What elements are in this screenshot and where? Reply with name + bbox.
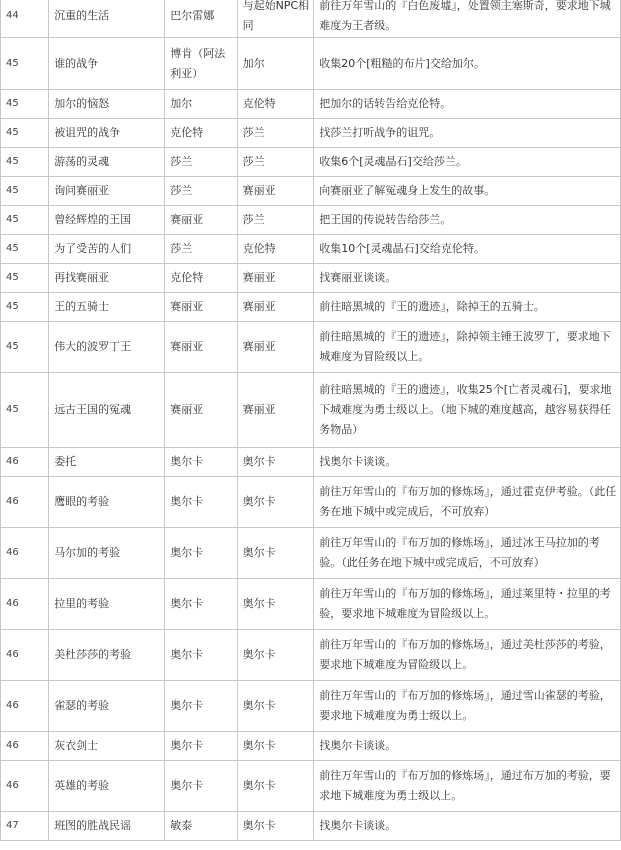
quest-name-cell: 拉里的考验 xyxy=(49,579,165,630)
quest-description-cell: 前往暗黑城的『王的遗迹』，除掉领主锤王波罗丁，要求地下城难度为冒险级以上。 xyxy=(314,322,621,373)
end-npc-cell: 奥尔卡 xyxy=(237,732,314,761)
end-npc-cell: 赛丽亚 xyxy=(237,177,314,206)
quest-description-cell: 收集20个[粗糙的布片]交给加尔。 xyxy=(314,38,621,90)
table-row xyxy=(1,579,621,630)
start-npc-cell: 奥尔卡 xyxy=(165,732,237,761)
quest-level-cell: 46 xyxy=(1,732,49,761)
quest-level-cell: 45 xyxy=(1,322,49,373)
quest-description-cell: 找奥尔卡谈谈。 xyxy=(314,448,621,477)
end-npc-cell: 莎兰 xyxy=(237,206,314,235)
end-npc-cell: 奥尔卡 xyxy=(237,630,314,681)
quest-name-cell: 马尔加的考验 xyxy=(49,528,165,579)
quest-level-cell: 46 xyxy=(1,630,49,681)
end-npc-cell: 赛丽亚 xyxy=(237,322,314,373)
table-row xyxy=(1,322,621,373)
table-row xyxy=(1,812,621,841)
quest-level-cell: 46 xyxy=(1,477,49,528)
table-row xyxy=(1,528,621,579)
quest-name-cell: 再找赛丽亚 xyxy=(49,264,165,293)
quest-description-cell: 前往万年雪山的『布万加的修炼场』，通过霍克伊考验。（此任务在地下城中或完成后，不可放弃） xyxy=(314,477,621,528)
quest-description-cell: 前往万年雪山的『布万加的修炼场』，通过冰王马拉加的考验。（此任务在地下城中或完成后，不可放弃） xyxy=(314,528,621,579)
start-npc-cell: 奥尔卡 xyxy=(165,448,237,477)
quest-name-cell: 加尔的恼怒 xyxy=(49,90,165,119)
start-npc-cell: 赛丽亚 xyxy=(165,373,237,448)
quest-name-cell: 询问赛丽亚 xyxy=(49,177,165,206)
quest-name-cell: 曾经辉煌的王国 xyxy=(49,206,165,235)
quest-description-cell: 收集6个[灵魂晶石]交给莎兰。 xyxy=(314,148,621,177)
end-npc-cell: 克伦特 xyxy=(237,90,314,119)
end-npc-cell: 赛丽亚 xyxy=(237,293,314,322)
end-npc-cell: 与起始NPC相同 xyxy=(237,0,314,38)
table-row xyxy=(1,681,621,732)
end-npc-cell: 克伦特 xyxy=(237,235,314,264)
start-npc-cell: 巴尔雷娜 xyxy=(165,0,237,38)
start-npc-cell: 莎兰 xyxy=(165,235,237,264)
table-row xyxy=(1,38,621,90)
quest-name-cell: 为了受苦的人们 xyxy=(49,235,165,264)
quest-description-cell: 前往万年雪山的『布万加的修炼场』，通过美杜莎莎的考验，要求地下城难度为冒险级以上。 xyxy=(314,630,621,681)
table-row xyxy=(1,0,621,38)
quest-level-cell: 45 xyxy=(1,264,49,293)
table-row xyxy=(1,630,621,681)
end-npc-cell: 莎兰 xyxy=(237,148,314,177)
quest-name-cell: 英雄的考验 xyxy=(49,761,165,812)
quest-description-cell: 找赛丽亚谈谈。 xyxy=(314,264,621,293)
quest-level-cell: 46 xyxy=(1,528,49,579)
end-npc-cell: 奥尔卡 xyxy=(237,761,314,812)
quest-description-cell: 把加尔的话转告给克伦特。 xyxy=(314,90,621,119)
quest-level-cell: 46 xyxy=(1,681,49,732)
quest-level-cell: 45 xyxy=(1,38,49,90)
quest-level-cell: 45 xyxy=(1,177,49,206)
table-row xyxy=(1,293,621,322)
quest-name-cell: 王的五骑士 xyxy=(49,293,165,322)
start-npc-cell: 奥尔卡 xyxy=(165,681,237,732)
quest-level-cell: 46 xyxy=(1,448,49,477)
start-npc-cell: 奥尔卡 xyxy=(165,761,237,812)
quest-name-cell: 沉重的生活 xyxy=(49,0,165,38)
quest-level-cell: 45 xyxy=(1,90,49,119)
quest-name-cell: 灰衣剑士 xyxy=(49,732,165,761)
table-row xyxy=(1,448,621,477)
quest-name-cell: 谁的战争 xyxy=(49,38,165,90)
table-row xyxy=(1,90,621,119)
table-row xyxy=(1,177,621,206)
quest-description-cell: 找莎兰打听战争的诅咒。 xyxy=(314,119,621,148)
start-npc-cell: 莎兰 xyxy=(165,148,237,177)
quest-description-cell: 前往万年雪山的『布万加的修炼场』，通过雪山雀瑟的考验，要求地下城难度为勇士级以上。 xyxy=(314,681,621,732)
start-npc-cell: 克伦特 xyxy=(165,264,237,293)
end-npc-cell: 莎兰 xyxy=(237,119,314,148)
end-npc-cell: 奥尔卡 xyxy=(237,528,314,579)
start-npc-cell: 敏泰 xyxy=(165,812,237,841)
quest-level-cell: 46 xyxy=(1,761,49,812)
start-npc-cell: 奥尔卡 xyxy=(165,528,237,579)
quest-name-cell: 伟大的波罗丁王 xyxy=(49,322,165,373)
start-npc-cell: 奥尔卡 xyxy=(165,477,237,528)
quest-level-cell: 45 xyxy=(1,293,49,322)
table-row xyxy=(1,477,621,528)
start-npc-cell: 赛丽亚 xyxy=(165,293,237,322)
start-npc-cell: 奥尔卡 xyxy=(165,630,237,681)
quest-level-cell: 47 xyxy=(1,812,49,841)
end-npc-cell: 赛丽亚 xyxy=(237,264,314,293)
quest-name-cell: 远古王国的冤魂 xyxy=(49,373,165,448)
table-row xyxy=(1,119,621,148)
quest-level-cell: 45 xyxy=(1,119,49,148)
quest-level-cell: 46 xyxy=(1,579,49,630)
table-row xyxy=(1,235,621,264)
quest-level-cell: 45 xyxy=(1,148,49,177)
table-row xyxy=(1,206,621,235)
start-npc-cell: 赛丽亚 xyxy=(165,206,237,235)
end-npc-cell: 奥尔卡 xyxy=(237,681,314,732)
quest-name-cell: 雀瑟的考验 xyxy=(49,681,165,732)
start-npc-cell: 赛丽亚 xyxy=(165,322,237,373)
quest-description-cell: 前往万年雪山的『白色废墟』，处置领主塞斯奇，要求地下城难度为王者级。 xyxy=(314,0,621,38)
quest-level-cell: 45 xyxy=(1,235,49,264)
quest-description-cell: 前往万年雪山的『布万加的修炼场』，通过莱里特・拉里的考验，要求地下城难度为冒险级以上。 xyxy=(314,579,621,630)
quest-table-body xyxy=(1,0,621,841)
end-npc-cell: 奥尔卡 xyxy=(237,448,314,477)
quest-level-cell: 44 xyxy=(1,0,49,38)
quest-name-cell: 游荡的灵魂 xyxy=(49,148,165,177)
quest-description-cell: 找奥尔卡谈谈。 xyxy=(314,732,621,761)
start-npc-cell: 博肯（阿法利亚） xyxy=(165,38,237,90)
quest-name-cell: 班图的胜战民谣 xyxy=(49,812,165,841)
quest-level-cell: 45 xyxy=(1,373,49,448)
end-npc-cell: 奥尔卡 xyxy=(237,477,314,528)
quest-description-cell: 找奥尔卡谈谈。 xyxy=(314,812,621,841)
quest-description-cell: 把王国的传说转告给莎兰。 xyxy=(314,206,621,235)
start-npc-cell: 克伦特 xyxy=(165,119,237,148)
end-npc-cell: 赛丽亚 xyxy=(237,373,314,448)
table-row xyxy=(1,732,621,761)
quest-description-cell: 收集10个[灵魂晶石]交给克伦特。 xyxy=(314,235,621,264)
quest-level-cell: 45 xyxy=(1,206,49,235)
end-npc-cell: 加尔 xyxy=(237,38,314,90)
table-row xyxy=(1,373,621,448)
quest-description-cell: 前往暗黑城的『王的遗迹』，除掉王的五骑士。 xyxy=(314,293,621,322)
quest-description-cell: 前往暗黑城的『王的遗迹』，收集25个[亡者灵魂石]，要求地下城难度为勇士级以上。（地下城的难度越高，越容易获得任务物品） xyxy=(314,373,621,448)
quest-name-cell: 鹰眼的考验 xyxy=(49,477,165,528)
quest-name-cell: 委托 xyxy=(49,448,165,477)
quest-description-cell: 前往万年雪山的『布万加的修炼场』，通过布万加的考验，要求地下城难度为勇士级以上。 xyxy=(314,761,621,812)
quest-name-cell: 美杜莎莎的考验 xyxy=(49,630,165,681)
table-row xyxy=(1,148,621,177)
start-npc-cell: 奥尔卡 xyxy=(165,579,237,630)
quest-description-cell: 向赛丽亚了解冤魂身上发生的故事。 xyxy=(314,177,621,206)
start-npc-cell: 加尔 xyxy=(165,90,237,119)
table-row xyxy=(1,761,621,812)
start-npc-cell: 莎兰 xyxy=(165,177,237,206)
table-row xyxy=(1,264,621,293)
end-npc-cell: 奥尔卡 xyxy=(237,812,314,841)
end-npc-cell: 奥尔卡 xyxy=(237,579,314,630)
quest-name-cell: 被诅咒的战争 xyxy=(49,119,165,148)
